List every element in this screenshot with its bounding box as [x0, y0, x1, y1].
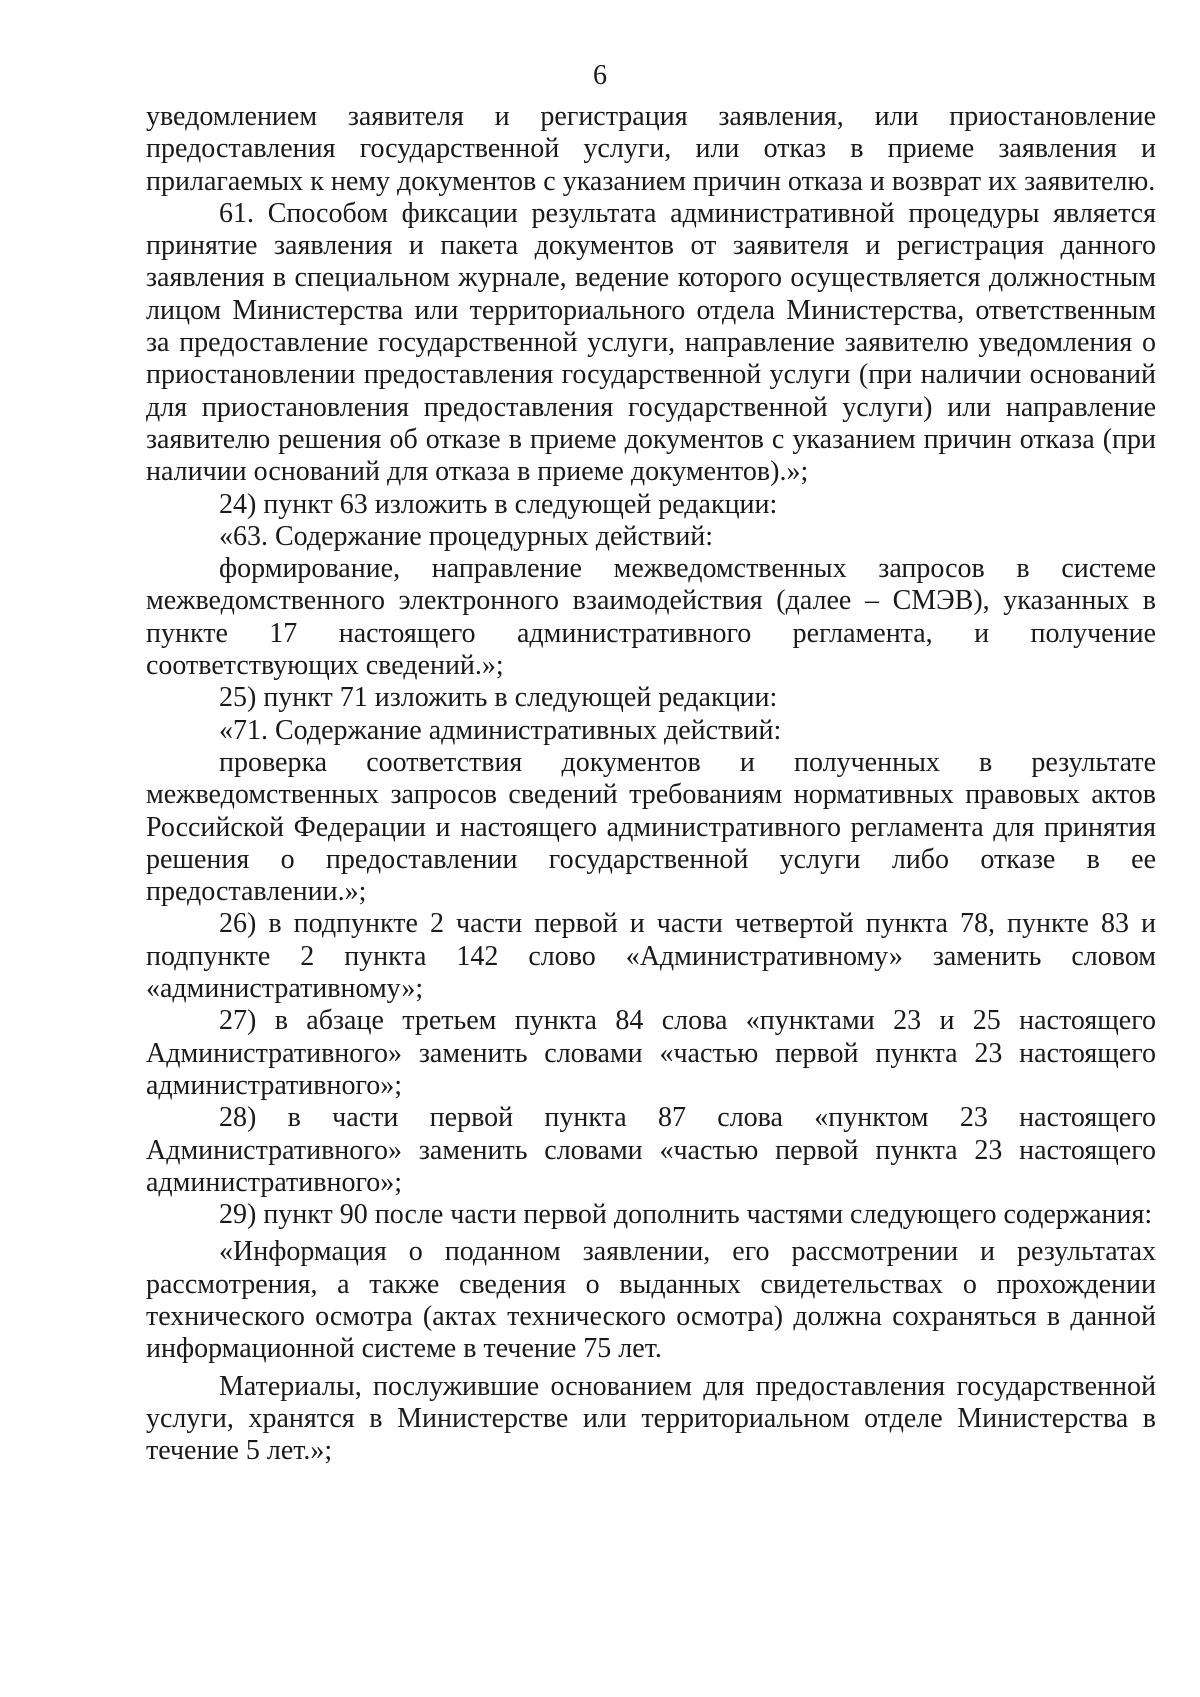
paragraph-item-71-text: проверка соответствия документов и полученных в результате межведомственных запросов сведений требованиям нормативных правовых актов Российской Федерации и настоящего административного регламента для принятия решения о предоставлении государственной услуги либо отказе в ее предоставлении.»; [146, 746, 1156, 908]
paragraph-amendment-27: 27) в абзаце третьем пункта 84 слова «пунктами 23 и 25 настоящего Административного» заменить словами «частью первой пункта 23 настоящего административного»; [146, 1005, 1156, 1101]
paragraph-inserted-materials: Материалы, послужившие основанием для предоставления государственной услуги, хранятся в Министерстве или территориальном отделе Министерства в течение 5 лет.»; [146, 1370, 1156, 1467]
paragraph-amendment-24: 24) пункт 63 изложить в следующей редакции: [219, 488, 778, 520]
paragraph-amendment-29: 29) пункт 90 после части первой дополнить частями следующего содержания: [219, 1199, 1153, 1231]
document-body [146, 101, 1156, 1467]
paragraph-continuation: уведомлением заявителя и регистрация заявления, или приостановление предоставления государственной услуги, или отказ в приеме заявления и прилагаемых к нему документов с указанием причин отказа и возврат их заявителю. [146, 101, 1156, 197]
paragraph-amendment-28: 28) в части первой пункта 87 слова «пунктом 23 настоящего Административного» заменить словами «частью первой пункта 23 настоящего административного»; [146, 1102, 1156, 1198]
paragraph-inserted-information: «Информация о поданном заявлении, его рассмотрении и результатах рассмотрения, а также сведения о выданных свидетельствах о прохождении технического осмотра (актах технического осмотра) должна сохраняться в данной информационной системе в течение 75 лет. [146, 1236, 1156, 1365]
paragraph-item-63-heading: «63. Содержание процедурных действий: [219, 520, 714, 552]
paragraph-item-63-text: формирование, направление межведомственных запросов в системе межведомственного электронного взаимодействия (далее – СМЭВ), указанных в пункте 17 настоящего административного регламента, и получение соответствующих сведений.»; [146, 553, 1156, 682]
paragraph-item-61: 61. Способом фиксации результата административной процедуры является принятие заявления и пакета документов от заявителя и регистрация данного заявления в специальном журнале, ведение которого осуществляется должностным лицом Министерства или территориального отдела Министерства, ответственным за предоставление государственной услуги, направление заявителю уведомления о приостановлении предоставления государственной услуги (при наличии оснований для приостановления предоставления государственной услуги) или направление заявителю решения об отказе в приеме документов с указанием причин отказа (при наличии оснований для отказа в приеме документов).»; [146, 197, 1156, 488]
paragraph-amendment-25: 25) пункт 71 изложить в следующей редакции: [219, 682, 778, 714]
paragraph-item-71-heading: «71. Содержание административных действий: [219, 714, 782, 746]
paragraph-amendment-26: 26) в подпункте 2 части первой и части четвертой пункта 78, пункте 83 и подпункте 2 пункта 142 слово «Административному» заменить словом «административному»; [146, 908, 1156, 1005]
page-number: 6 [593, 60, 607, 91]
